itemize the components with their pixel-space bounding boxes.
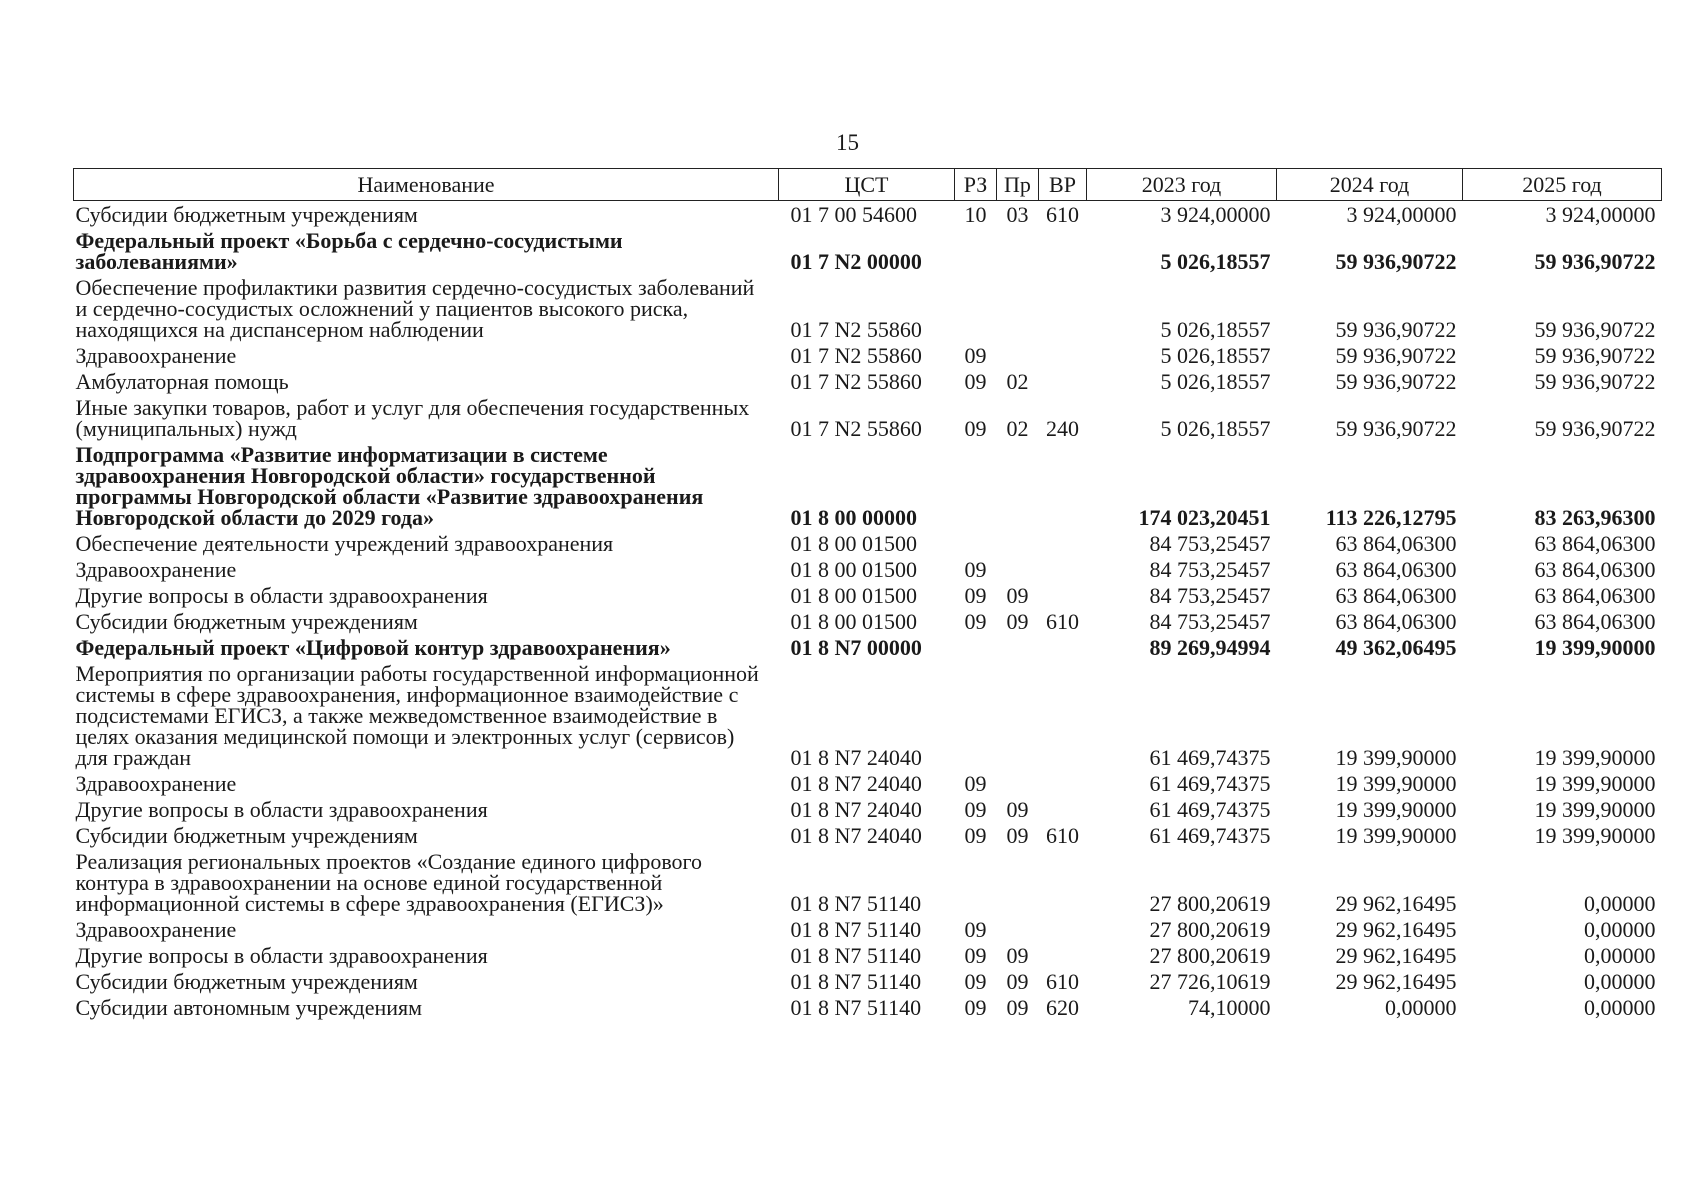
cell-vr: 620 [1046, 995, 1079, 1020]
cell-cst: 01 8 00 01500 [790, 609, 917, 634]
cell-vr: 610 [1046, 202, 1079, 227]
cell-cst: 01 8 N7 51140 [790, 891, 922, 916]
cell-2023: 27 726,10619 [1149, 969, 1271, 994]
table-row [74, 660, 1662, 770]
cell-2023: 27 800,20619 [1149, 891, 1271, 916]
cell-cst: 01 8 N7 51140 [790, 917, 922, 942]
cell-name: Субсидии бюджетным учреждениям [75, 609, 418, 634]
cell-cst: 01 8 N7 24040 [790, 771, 922, 796]
cell-rz [955, 441, 997, 530]
cell-pr: 02 [1006, 416, 1029, 441]
cell-2025: 19 399,90000 [1534, 635, 1656, 660]
cell-cst: 01 8 N7 24040 [790, 823, 922, 848]
cell-pr [997, 227, 1039, 274]
cell-vr [1039, 770, 1087, 796]
cell-vr [1039, 942, 1087, 968]
cell-vr [1039, 368, 1087, 394]
cell-2024: 29 962,16495 [1335, 891, 1457, 916]
cell-rz: 09 [964, 995, 987, 1020]
cell-name: Субсидии бюджетным учреждениям [75, 202, 418, 227]
cell-cst: 01 7 N2 55860 [790, 369, 922, 394]
cell-2024: 49 362,06495 [1335, 635, 1457, 660]
cell-cst: 01 8 N7 51140 [790, 943, 922, 968]
cell-2025: 19 399,90000 [1534, 797, 1656, 822]
header-vr: ВР [1039, 169, 1087, 201]
cell-name: Подпрограмма «Развитие информатизации в системе здравоохранения Новгородской области» государственной программы Новгородской области «Развитие здравоохранения Новгородской области до 2029 года» [75, 442, 704, 530]
table-row [74, 994, 1662, 1020]
cell-name: Мероприятия по организации работы государственной информационной системы в сфере здравоохранения, информационное взаимодействие с подсистемами ЕГИСЗ, а также межведомственное взаимодействие в целях оказания медицинской помощи и электронных услуг (сервисов) для граждан [75, 661, 759, 770]
cell-2024: 19 399,90000 [1335, 745, 1457, 770]
table-row [74, 530, 1662, 556]
cell-2024: 59 936,90722 [1335, 416, 1457, 441]
cell-2025: 19 399,90000 [1534, 823, 1656, 848]
cell-pr: 09 [1006, 609, 1029, 634]
cell-name: Обеспечение деятельности учреждений здравоохранения [75, 531, 614, 556]
cell-name: Здравоохранение [75, 343, 237, 368]
cell-vr [1039, 848, 1087, 916]
cell-2024: 19 399,90000 [1335, 823, 1457, 848]
cell-2023: 27 800,20619 [1149, 917, 1271, 942]
cell-vr [1039, 530, 1087, 556]
cell-vr: 610 [1046, 609, 1079, 634]
cell-name: Амбулаторная помощь [75, 369, 289, 394]
cell-2023: 5 026,18557 [1160, 416, 1271, 441]
table-row [74, 634, 1662, 660]
cell-2023: 61 469,74375 [1149, 771, 1271, 796]
cell-rz: 09 [964, 797, 987, 822]
cell-2023: 84 753,25457 [1149, 557, 1271, 582]
cell-2023: 74,10000 [1188, 995, 1271, 1020]
cell-2024: 63 864,06300 [1335, 557, 1457, 582]
cell-pr: 09 [1006, 583, 1029, 608]
cell-2023: 27 800,20619 [1149, 943, 1271, 968]
cell-vr [1039, 556, 1087, 582]
cell-2024: 59 936,90722 [1335, 317, 1457, 342]
cell-vr [1039, 660, 1087, 770]
cell-pr [997, 556, 1039, 582]
table-row [74, 342, 1662, 368]
cell-rz [955, 274, 997, 342]
cell-2024: 3 924,00000 [1346, 202, 1457, 227]
cell-2025: 59 936,90722 [1534, 317, 1656, 342]
table-body [74, 201, 1662, 1021]
header-rz: РЗ [955, 169, 997, 201]
cell-2023: 5 026,18557 [1160, 317, 1271, 342]
cell-2024: 19 399,90000 [1335, 771, 1457, 796]
cell-2025: 0,00000 [1584, 969, 1656, 994]
cell-2024: 59 936,90722 [1335, 343, 1457, 368]
cell-rz: 09 [964, 416, 987, 441]
table-row [74, 916, 1662, 942]
cell-vr [1039, 916, 1087, 942]
page-number: 15 [836, 130, 859, 155]
cell-2025: 59 936,90722 [1534, 343, 1656, 368]
cell-pr: 09 [1006, 797, 1029, 822]
cell-2025: 63 864,06300 [1534, 609, 1656, 634]
cell-vr [1039, 342, 1087, 368]
cell-name: Федеральный проект «Цифровой контур здравоохранения» [75, 635, 671, 660]
cell-rz: 09 [964, 771, 987, 796]
cell-2025: 63 864,06300 [1534, 531, 1656, 556]
cell-2023: 89 269,94994 [1149, 635, 1271, 660]
cell-name: Здравоохранение [75, 771, 237, 796]
cell-2025: 0,00000 [1584, 891, 1656, 916]
cell-2023: 5 026,18557 [1160, 249, 1271, 274]
cell-2023: 61 469,74375 [1149, 745, 1271, 770]
cell-name: Другие вопросы в области здравоохранения [75, 943, 488, 968]
cell-2025: 0,00000 [1584, 943, 1656, 968]
cell-2025: 63 864,06300 [1534, 557, 1656, 582]
cell-name: Субсидии бюджетным учреждениям [75, 823, 418, 848]
cell-cst: 01 8 00 01500 [790, 531, 917, 556]
cell-2024: 0,00000 [1385, 995, 1457, 1020]
cell-rz: 10 [964, 202, 987, 227]
cell-name: Субсидии автономным учреждениям [75, 995, 423, 1020]
cell-pr: 09 [1006, 823, 1029, 848]
cell-2025: 83 263,96300 [1534, 505, 1656, 530]
table-row [74, 822, 1662, 848]
cell-pr [997, 660, 1039, 770]
cell-name: Другие вопросы в области здравоохранения [75, 797, 488, 822]
cell-rz [955, 530, 997, 556]
cell-2024: 29 962,16495 [1335, 943, 1457, 968]
cell-pr [997, 441, 1039, 530]
cell-2023: 84 753,25457 [1149, 609, 1271, 634]
cell-name: Реализация региональных проектов «Создание единого цифрового контура в здравоохранении на основе единой государственной информационной системы в сфере здравоохранения (ЕГИСЗ)» [75, 849, 703, 916]
cell-rz: 09 [964, 583, 987, 608]
cell-pr: 09 [1006, 995, 1029, 1020]
cell-vr: 240 [1046, 416, 1079, 441]
cell-2025: 19 399,90000 [1534, 745, 1656, 770]
cell-vr: 610 [1046, 823, 1079, 848]
cell-vr [1039, 441, 1087, 530]
cell-vr [1039, 274, 1087, 342]
table-row [74, 368, 1662, 394]
table-row [74, 848, 1662, 916]
cell-rz: 09 [964, 823, 987, 848]
cell-pr: 02 [1006, 369, 1029, 394]
cell-cst: 01 8 N7 24040 [790, 797, 922, 822]
table-row [74, 796, 1662, 822]
cell-rz: 09 [964, 557, 987, 582]
cell-rz: 09 [964, 969, 987, 994]
cell-name: Субсидии бюджетным учреждениям [75, 969, 418, 994]
cell-cst: 01 7 N2 00000 [790, 249, 922, 274]
header-cst: ЦСТ [779, 169, 955, 201]
cell-2025: 0,00000 [1584, 995, 1656, 1020]
cell-2024: 63 864,06300 [1335, 531, 1457, 556]
table-row [74, 556, 1662, 582]
cell-cst: 01 8 N7 00000 [790, 635, 922, 660]
cell-rz: 09 [964, 917, 987, 942]
cell-2025: 3 924,00000 [1545, 202, 1656, 227]
cell-2024: 63 864,06300 [1335, 609, 1457, 634]
cell-2025: 59 936,90722 [1534, 416, 1656, 441]
cell-cst: 01 8 00 01500 [790, 583, 917, 608]
cell-2023: 61 469,74375 [1149, 823, 1271, 848]
table-row [74, 608, 1662, 634]
cell-2024: 29 962,16495 [1335, 917, 1457, 942]
cell-rz: 09 [964, 609, 987, 634]
cell-rz: 09 [964, 943, 987, 968]
cell-rz [955, 227, 997, 274]
cell-vr: 610 [1046, 969, 1079, 994]
cell-2023: 61 469,74375 [1149, 797, 1271, 822]
table-row [74, 968, 1662, 994]
cell-name: Здравоохранение [75, 917, 237, 942]
cell-cst: 01 7 N2 55860 [790, 343, 922, 368]
cell-rz [955, 660, 997, 770]
cell-rz [955, 848, 997, 916]
table-row [74, 227, 1662, 274]
cell-cst: 01 8 N7 24040 [790, 745, 922, 770]
cell-name: Иные закупки товаров, работ и услуг для обеспечения государственных (муниципальных) нужд [75, 395, 750, 441]
cell-2024: 19 399,90000 [1335, 797, 1457, 822]
budget-table [73, 168, 1662, 1020]
cell-vr [1039, 227, 1087, 274]
cell-cst: 01 8 00 00000 [790, 505, 917, 530]
table-header [74, 169, 1662, 201]
cell-rz [955, 634, 997, 660]
table-row [74, 274, 1662, 342]
cell-pr [997, 634, 1039, 660]
cell-cst: 01 7 N2 55860 [790, 317, 922, 342]
cell-vr [1039, 796, 1087, 822]
cell-rz: 09 [964, 369, 987, 394]
cell-2024: 59 936,90722 [1335, 369, 1457, 394]
cell-cst: 01 8 N7 51140 [790, 969, 922, 994]
cell-pr: 03 [1006, 202, 1029, 227]
table-row [74, 770, 1662, 796]
cell-pr [997, 848, 1039, 916]
table-row [74, 942, 1662, 968]
cell-2023: 3 924,00000 [1160, 202, 1271, 227]
cell-rz: 09 [964, 343, 987, 368]
cell-2024: 113 226,12795 [1325, 505, 1457, 530]
cell-2023: 5 026,18557 [1160, 369, 1271, 394]
table-row [74, 201, 1662, 228]
cell-pr [997, 770, 1039, 796]
table-row [74, 394, 1662, 441]
cell-2023: 84 753,25457 [1149, 531, 1271, 556]
table-row [74, 582, 1662, 608]
cell-2023: 84 753,25457 [1149, 583, 1271, 608]
header-2024: 2024 год [1277, 169, 1463, 201]
cell-cst: 01 7 00 54600 [790, 202, 917, 227]
cell-name: Федеральный проект «Борьба с сердечно-сосудистыми заболеваниями» [75, 228, 623, 274]
cell-pr: 09 [1006, 969, 1029, 994]
cell-2024: 63 864,06300 [1335, 583, 1457, 608]
cell-name: Обеспечение профилактики развития сердечно-сосудистых заболеваний и сердечно-сосудистых осложнений у пациентов высокого риска, находящихся на диспансерном наблюдении [75, 275, 755, 342]
cell-2025: 59 936,90722 [1534, 369, 1656, 394]
cell-vr [1039, 634, 1087, 660]
cell-vr [1039, 582, 1087, 608]
cell-cst: 01 7 N2 55860 [790, 416, 922, 441]
cell-2025: 0,00000 [1584, 917, 1656, 942]
cell-2023: 5 026,18557 [1160, 343, 1271, 368]
table-row [74, 441, 1662, 530]
cell-2024: 29 962,16495 [1335, 969, 1457, 994]
cell-2025: 19 399,90000 [1534, 771, 1656, 796]
header-2025: 2025 год [1463, 169, 1662, 201]
cell-2023: 174 023,20451 [1138, 505, 1271, 530]
cell-cst: 01 8 00 01500 [790, 557, 917, 582]
cell-pr [997, 530, 1039, 556]
cell-2024: 59 936,90722 [1335, 249, 1457, 274]
cell-cst: 01 8 N7 51140 [790, 995, 922, 1020]
cell-pr [997, 916, 1039, 942]
header-2023: 2023 год [1087, 169, 1277, 201]
cell-pr: 09 [1006, 943, 1029, 968]
cell-name: Здравоохранение [75, 557, 237, 582]
header-pr: Пр [997, 169, 1039, 201]
cell-pr [997, 274, 1039, 342]
header-name: Наименование [74, 169, 779, 201]
cell-pr [997, 342, 1039, 368]
cell-2025: 63 864,06300 [1534, 583, 1656, 608]
cell-name: Другие вопросы в области здравоохранения [75, 583, 488, 608]
cell-2025: 59 936,90722 [1534, 249, 1656, 274]
